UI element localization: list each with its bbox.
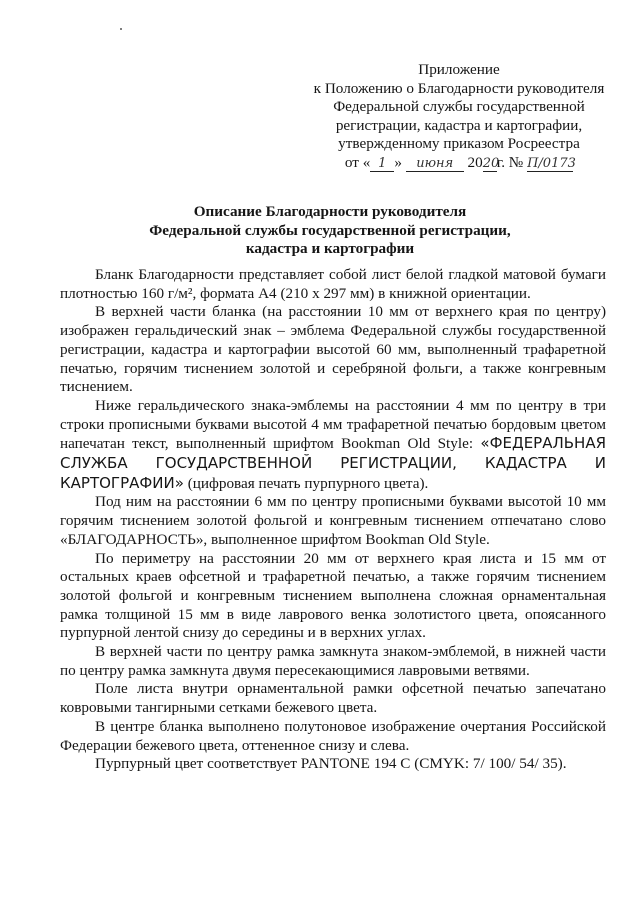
order-date-number <box>300 154 618 173</box>
document-body <box>60 266 606 774</box>
year-prefix: 20 <box>467 153 483 171</box>
handwritten-month: июня <box>406 157 464 172</box>
title-line-2: Федеральной службы государственной регистрации, <box>149 221 511 239</box>
appendix-line-2: к Положению о Благодарности руководителя <box>313 79 605 97</box>
handwritten-year: 20 <box>482 155 500 171</box>
appendix-line-4: регистрации, кадастра и картографии, <box>335 116 583 134</box>
date-prefix: от « <box>344 153 371 171</box>
paragraph-2: В верхней части бланка (на расстоянии 10 мм от верхнего края по центру) изображен геральдический знак – эмблема Федеральной службы государственной регистрации, кадастра и картографии высотой 60 мм, выполненный трафаретной печатью, горячим тиснением золотой и серебряной фольги, а также конгревным тиснением. <box>60 303 606 396</box>
handwritten-order-number: П/0173 <box>527 155 576 171</box>
appendix-header <box>300 61 618 173</box>
document-title <box>80 203 580 259</box>
appendix-label: Приложение <box>418 61 500 78</box>
caps-organization-name: «ФЕДЕРАЛЬНАЯ СЛУЖБА ГОСУДАРСТВЕННОЙ РЕГИСТРАЦИИ, КАДАСТРА И КАРТОГРАФИИ» <box>60 434 607 492</box>
paragraph-3 <box>60 397 606 494</box>
title-line-1: Описание Благодарности руководителя <box>193 203 467 220</box>
title-line-3: кадастра и картографии <box>245 240 415 258</box>
appendix-line-5: утвержденному приказом Росреестра <box>338 135 580 153</box>
year-tail: г. № <box>496 153 524 171</box>
paragraph-9: Пурпурный цвет соответствует PANTONE 194 C (CMYK: 7/ 100/ 54/ 35). <box>95 755 567 773</box>
paragraph-1: Бланк Благодарности представляет собой лист белой гладкой матовой бумаги плотностью 160 г/м², формата А4 (210 х 297 мм) в книжной ориентации. <box>60 266 606 302</box>
date-mid: » <box>394 153 402 171</box>
appendix-line-3: Федеральной службы государственной <box>333 98 585 116</box>
paragraph-6: В верхней части по центру рамка замкнута знаком-эмблемой, в нижней части по центру рамка замкнута двумя пересекающимися лавровыми ветвями. <box>60 643 606 679</box>
paragraph-3-tail: (цифровая печать пурпурного цвета). <box>187 474 429 492</box>
scan-speck <box>120 28 122 30</box>
paragraph-3-text: Ниже геральдического знака-эмблемы на расстоянии 4 мм по центру в три строки прописными буквами высотой 4 мм трафаретной печатью бордовым цветом напечатан текст, выполненный шрифтом Bookman Old Style: <box>60 396 606 453</box>
paragraph-5: По периметру на расстоянии 20 мм от верхнего края листа и 15 мм от остальных краев офсетной и трафаретной печатью, а также горячим тиснением золотой фольгой и конгревным тиснением выполнена сложная орнаментальная рамка толщиной 15 мм в виде лаврового венка золотистого цвета, опоясанного пурпурной лентой снизу до середины и в верхних углах. <box>60 549 606 642</box>
paragraph-4: Под ним на расстоянии 6 мм по центру прописными буквами высотой 10 мм горячим тиснением золотой фольгой и конгревным тиснением отпечатано слово «БЛАГОДАРНОСТЬ», выполненное шрифтом Bookman Old Style. <box>60 493 606 548</box>
paragraph-7: Поле листа внутри орнаментальной рамки офсетной печатью запечатано ковровыми тангирными сетками бежевого цвета. <box>60 680 606 717</box>
paragraph-8: В центре бланка выполнено полутоновое изображение очертания Российской Федерации бежевого цвета, оттененное снизу и слева. <box>60 717 606 754</box>
handwritten-day: 1 <box>370 157 394 172</box>
